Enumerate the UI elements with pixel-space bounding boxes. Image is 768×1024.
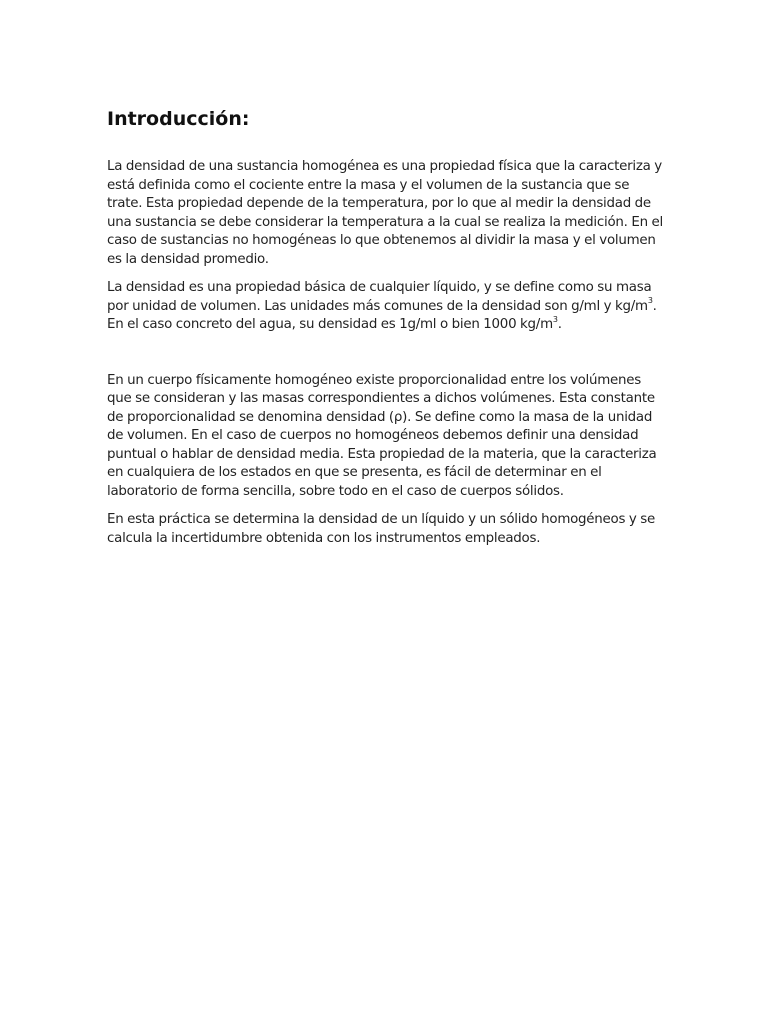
paragraph-definition: La densidad de una sustancia homogénea es una propiedad física que la caracteriza y está definida como el cociente entre la masa y el volumen de la sustancia que se trate. Esta propiedad depende de la temperatura, por lo que al medir la densidad de una sustancia se debe considerar la temperatura a la cual se realiza la medición. En el caso de sustancias no homogéneas lo que obtenemos al dividir la masa y el volumen es la densidad promedio.: [107, 159, 663, 267]
document-page: [107, 106, 663, 548]
units-text-part1: La densidad es una propiedad básica de cualquier líquido, y se define como su masa por unidad de volumen. Las unidades más comunes de la densidad son g/ml y kg/m: [107, 280, 652, 314]
units-superscript-1: 3: [647, 296, 653, 306]
units-superscript-2: 3: [552, 314, 558, 324]
units-text-part2: . En el caso concreto del agua, su densidad es 1g/ml o bien 1000 kg/m: [107, 298, 657, 332]
page-title: Introducción:: [107, 108, 250, 130]
paragraph-practice: En esta práctica se determina la densidad de un líquido y un sólido homogéneos y se calcula la incertidumbre obtenida con los instrumentos empleados.: [107, 512, 655, 546]
units-text-part3: .: [557, 317, 562, 332]
paragraph-spacer: [107, 335, 663, 372]
paragraph-spacer: [107, 501, 663, 511]
paragraph-proportionality: En un cuerpo físicamente homogéneo existe proporcionalidad entre los volúmenes que se consideran y las masas correspondientes a dichos volúmenes. Esta constante de proporcionalidad se denomina densidad (ρ). Se define como la masa de la unidad de volumen. En el caso de cuerpos no homogéneos debemos definir una densidad puntual o hablar de densidad media. Esta propiedad de la materia, que la caracteriza en cualquiera de los estados en que se presenta, es fácil de determinar en el laboratorio de forma sencilla, sobre todo en el caso de cuerpos sólidos.: [107, 372, 657, 499]
paragraph-spacer: [107, 269, 663, 279]
paragraph-units: [107, 279, 663, 335]
